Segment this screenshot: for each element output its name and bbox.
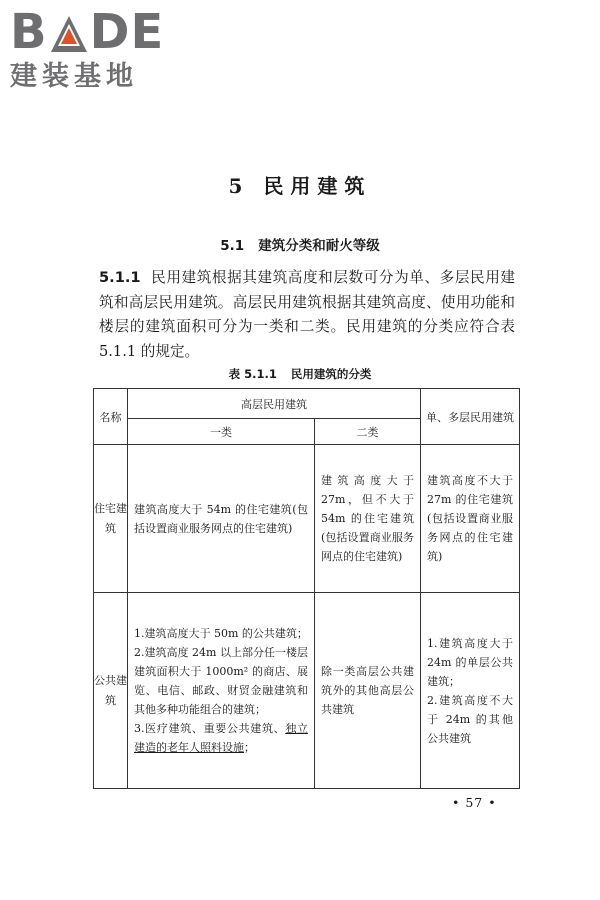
header-high-rise: 高层民用建筑 <box>128 389 421 419</box>
public-low-rise-item: 1.建筑高度大于 24m 的单层公共建筑； <box>427 636 513 688</box>
residential-class1: 建筑高度大于 54m 的住宅建筑(包括设置商业服务网点的住宅建筑) <box>128 445 315 593</box>
table-header-row <box>94 389 520 419</box>
public-low-rise <box>421 593 520 789</box>
chapter-title: 民用建筑 <box>263 174 372 198</box>
chapter-number: 5 <box>228 174 250 198</box>
clause-text: 民用建筑根据其建筑高度和层数可分为单、多层民用建筑和高层民用建筑。高层民用建筑根据其建筑高度、使用功能和楼层的建筑面积可分为一类和二类。民用建筑的分类应符合表 5.1.1 的规定。 <box>99 269 515 360</box>
clause-paragraph <box>99 266 515 364</box>
header-class2: 二类 <box>315 419 421 445</box>
row-name-residential: 住宅建筑 <box>94 445 128 593</box>
public-class1 <box>128 593 315 789</box>
public-class1-item: 1.建筑高度大于 50m 的公共建筑； <box>134 627 308 640</box>
logo-a-mark-icon <box>49 14 89 54</box>
page-number: • 57 • <box>452 795 497 810</box>
table-caption <box>0 366 600 382</box>
residential-class2: 建筑高度大于 27m，但不大于 54m 的住宅建筑(包括设置商业服务网点的住宅建筑) <box>315 445 421 593</box>
underlined-phrase: 独立建造的老年人照料设施 <box>134 722 309 754</box>
bade-logo <box>10 6 180 98</box>
table-caption-text: 民用建筑的分类 <box>290 367 372 381</box>
section-title: 建筑分类和耐火等级 <box>258 238 380 254</box>
header-name: 名称 <box>94 389 128 445</box>
section-heading <box>0 234 600 254</box>
classification-table <box>93 388 520 789</box>
logo-letters-de: DE <box>89 4 165 60</box>
header-class1: 一类 <box>128 419 315 445</box>
section-number: 5.1 <box>220 238 245 254</box>
table-row-residential <box>94 445 520 593</box>
residential-low-rise: 建筑高度不大于 27m 的住宅建筑(包括设置商业服务网点的住宅建筑) <box>421 445 520 593</box>
public-low-rise-item: 2.建筑高度不大于 24m 的其他公共建筑 <box>427 693 513 745</box>
table-row-public <box>94 593 520 789</box>
chapter-heading <box>0 170 600 199</box>
logo-tagline: 建装基地 <box>10 61 138 92</box>
row-name-public: 公共建筑 <box>94 593 128 789</box>
public-class2: 除一类高层公共建筑外的其他高层公共建筑 <box>315 593 421 789</box>
public-class1-item: 3.医疗建筑、重要公共建筑、独立建造的老年人照料设施； <box>134 722 309 754</box>
public-class1-item: 2.建筑高度 24m 以上部分任一楼层建筑面积大于 1000m² 的商店、展览、电信、邮政、财贸金融建筑和其他多种功能组合的建筑； <box>134 646 308 716</box>
logo-letter-b: B <box>10 4 48 60</box>
header-low-rise: 单、多层民用建筑 <box>421 389 520 445</box>
clause-number: 5.1.1 <box>99 269 141 286</box>
table-number: 表 5.1.1 <box>228 367 277 381</box>
logo-wordmark <box>10 6 180 58</box>
